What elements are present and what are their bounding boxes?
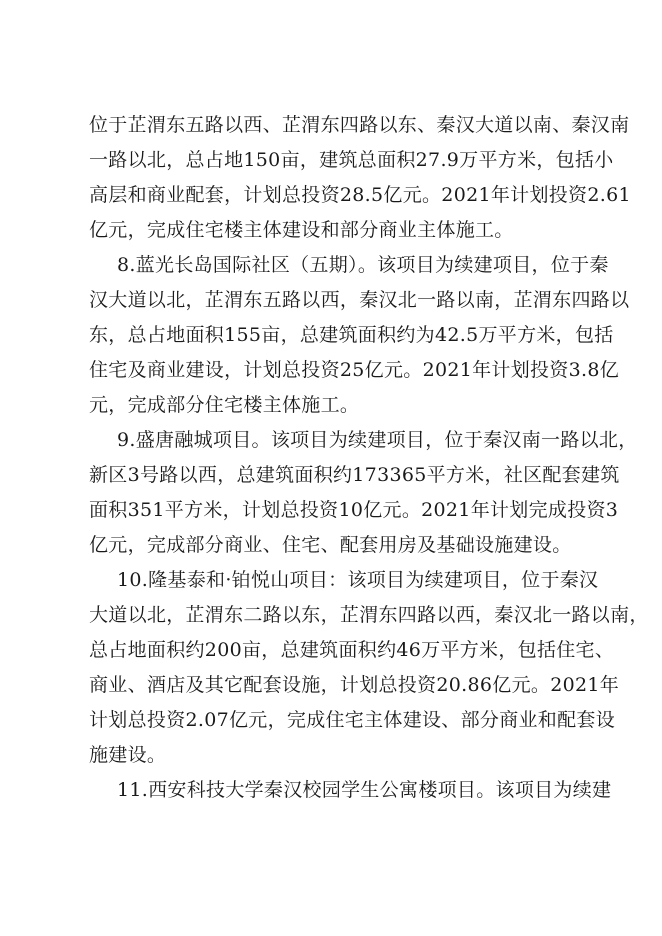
text-line: 东，总占地面积155亩，总建筑面积约为42.5万平方米，包括 [89, 324, 614, 346]
text-line: 大道以北，芷渭东二路以东，芷渭东四路以西，秦汉北一路以南， [89, 604, 649, 626]
text-line: 商业、酒店及其它配套设施，计划总投资20.86亿元。2021年 [89, 674, 620, 696]
text-line: 面积351平方米，计划总投资10亿元。2021年计划完成投资3 [89, 499, 619, 521]
text-line: 计划总投资2.07亿元，完成住宅主体建设、部分商业和配套设 [89, 709, 616, 731]
text-line: 亿元，完成部分商业、住宅、配套用房及基础设施建设。 [89, 534, 572, 556]
text-line: 总占地面积约200亩，总建筑面积约46万平方米，包括住宅、 [89, 639, 615, 661]
text-line: 位于芷渭东五路以西、芷渭东四路以东、秦汉大道以南、秦汉南 [89, 114, 630, 136]
text-line: 亿元，完成住宅楼主体建设和部分商业主体施工。 [89, 219, 514, 241]
text-line: 元，完成部分住宅楼主体施工。 [89, 394, 360, 416]
paragraph-start-line: 9.盛唐融城项目。该项目为续建项目，位于秦汉南一路以北， [117, 429, 638, 451]
text-line: 新区3号路以西，总建筑面积约173365平方米，社区配套建筑 [89, 464, 620, 486]
text-line: 一路以北，总占地150亩，建筑总面积27.9万平方米，包括小 [89, 149, 614, 171]
paragraph-start-line: 11.西安科技大学秦汉校园学生公寓楼项目。该项目为续建 [117, 779, 612, 801]
text-line: 住宅及商业建设，计划总投资25亿元。2021年计划投资3.8亿 [89, 359, 620, 381]
text-line: 施建设。 [89, 744, 167, 766]
text-line: 高层和商业配套，计划总投资28.5亿元。2021年计划投资2.61 [89, 184, 631, 206]
paragraph-start-line: 10.隆基泰和·铂悦山项目：该项目为续建项目，位于秦汉 [117, 569, 599, 591]
text-line: 汉大道以北，芷渭东五路以西，秦汉北一路以南，芷渭东四路以 [89, 289, 630, 311]
paragraph-start-line: 8.蓝光长岛国际社区（五期）。该项目为续建项目，位于秦 [117, 254, 609, 276]
